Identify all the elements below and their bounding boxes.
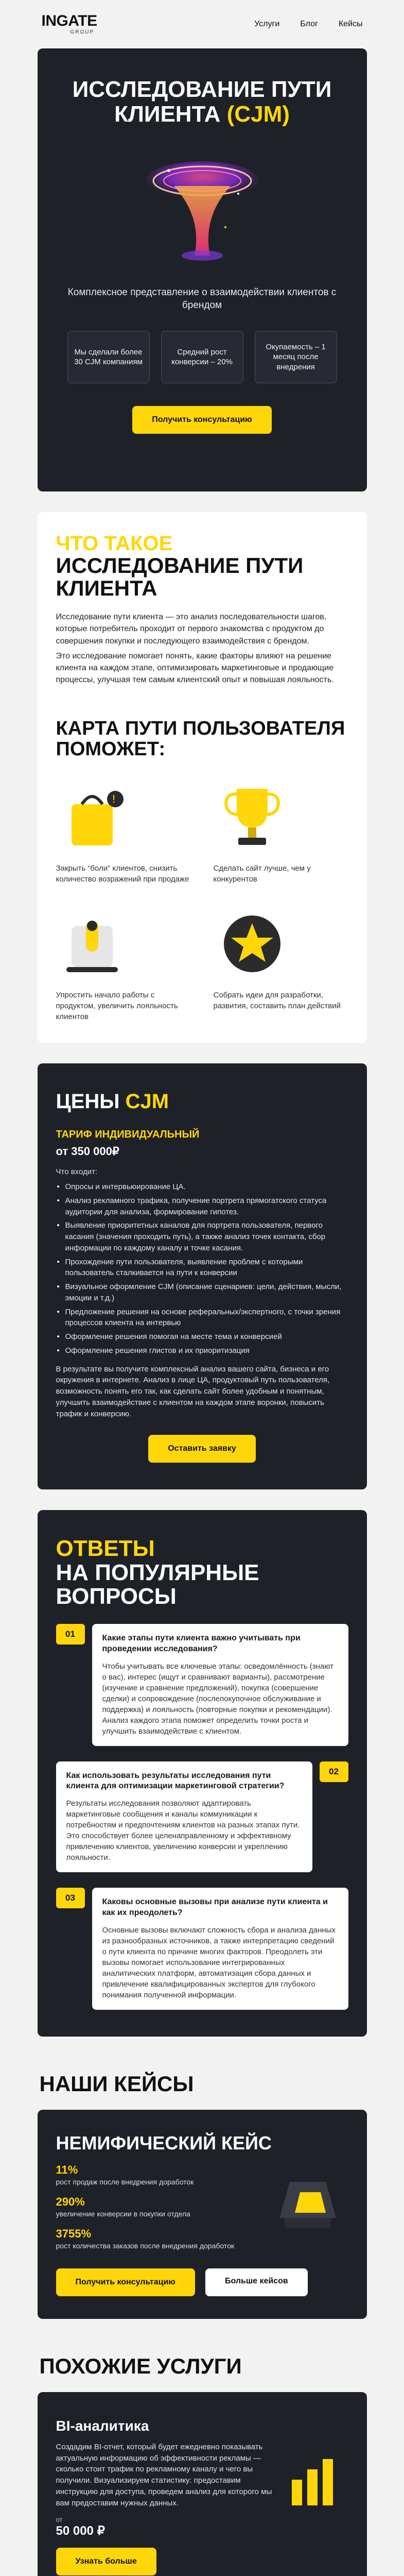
logo-main: INGATE bbox=[41, 12, 97, 29]
faq-answer: Результаты исследования позволяют адаптировать маркетинговые сообщения и каналы коммуникации к потребностям и предпочтениям клиентов на разных этапах пути. Это способствует более целенаправленному и эффективному привлечению клиентов, увеличению конверсии и укреплению лояльности. bbox=[66, 1799, 300, 1862]
plan-feature: • Выявление приоритетных каналов для портрета пользователя, первого касания (значения проходить путь), а также анализ точек контакта, сбор информации по каждому каналу и точке касания. bbox=[56, 1220, 348, 1253]
faq-item bbox=[56, 1761, 348, 1873]
case-illustration bbox=[269, 2166, 346, 2246]
stat-card: Окупаемость – 1 месяц после внедрения bbox=[255, 331, 337, 383]
service-desc: Создадим BI-отчет, который будет ежедневно показывать актуальную информацию об эффективности рекламы — сколько стоит трафик по рекламному каналу и чего вы получили. Визуализируем статистику: предоставим инструкцию для доступа, проведем анализ для которого мы вам предоставим нужных данных. bbox=[56, 2442, 272, 2507]
faq-answer: Основные вызовы включают сложность сбора и анализа данных из разнообразных источников, а также интерпретацию сведений о пути клиента по причине многих факторов. Преодолеть эти вызовы помогает использование интегрированных аналитических платформ, автоматизация сбора данных и привлечение квалифицированных экспертов для глубокого понимания полученной информации. bbox=[102, 1925, 336, 1999]
faq-title-line3: ВОПРОСЫ bbox=[56, 1583, 177, 1609]
case-title: НЕМИФИЧЕСКИЙ КЕЙС bbox=[56, 2132, 272, 2154]
faq-title-line2: НА ПОПУЛЯРНЫЕ bbox=[56, 1560, 259, 1585]
hero-lead: Комплексное представление о взаимодействии клиентов с брендом bbox=[67, 286, 337, 311]
hero-title-line1: ИССЛЕДОВАНИЕ ПУТИ bbox=[72, 77, 332, 102]
hero-card bbox=[38, 48, 367, 492]
faq-number: 03 bbox=[56, 1888, 85, 1908]
nav-cases[interactable]: Кейсы bbox=[338, 20, 363, 28]
metric-label: рост продаж после внедрения доработок bbox=[56, 2177, 194, 2186]
what-is-section bbox=[38, 512, 367, 1043]
metric-value: 11% bbox=[56, 2163, 78, 2176]
logo-sub: GROUP bbox=[70, 29, 95, 35]
map-item-caption: Сделать сайт лучше, чем у конкурентов bbox=[213, 864, 311, 884]
what-title: ИССЛЕДОВАНИЕ ПУТИ КЛИЕНТА bbox=[56, 553, 304, 601]
faq-box bbox=[92, 1888, 348, 2010]
plan-feature: • Визуальное оформление CJM (описание сценариев: цели, действия, мысли, эмоции и т.д.) bbox=[56, 1281, 348, 1304]
plan-feature: • Оформление решения помогая на месте тема и конверсией bbox=[56, 1331, 348, 1343]
faq-number: 02 bbox=[320, 1761, 348, 1782]
plan-feature: • Предложение решения на основе реферальных/экспертного, с точки зрения процессов клиента на интервью bbox=[56, 1307, 348, 1329]
case-card bbox=[38, 2110, 367, 2319]
consultation-button[interactable]: Получить консультацию bbox=[132, 406, 271, 434]
logo[interactable] bbox=[42, 13, 97, 35]
chart-bars-icon bbox=[287, 2449, 348, 2513]
hero-stats bbox=[56, 331, 348, 383]
pricing-title bbox=[56, 1090, 348, 1113]
faq-box bbox=[92, 1624, 348, 1746]
faq-question: Как использовать результаты исследования пути клиента для оптимизации маркетинговой стратегии? bbox=[66, 1771, 285, 1791]
plan-includes-label: Что входит: bbox=[56, 1167, 98, 1177]
hero-vortex-illustration bbox=[138, 145, 267, 274]
similar-title: ПОХОЖИЕ УСЛУГИ bbox=[39, 2353, 242, 2378]
service-item bbox=[56, 2402, 348, 2576]
service-title: BI-аналитика bbox=[56, 2417, 149, 2434]
pricing-title-text: ЦЕНЫ bbox=[56, 1090, 126, 1113]
faq-answer: Чтобы учитывать все ключевые этапы: осведомлённость (знают о вас), интерес (ищут и сравнивают варианты), рассмотрение (изучение и сравнение предложений), покупка (совершение сделки) и сопровождение (послепокупочное обслуживание и поддержка) и лояльность (повторные покупки и рекомендации). Анализ каждого этапа поможет определить точки роста и улучшить взаимодействие с клиентом. bbox=[102, 1662, 334, 1736]
metric-label: увеличение конверсии в покупки отдела bbox=[56, 2209, 190, 2218]
what-paragraph-1: Исследование пути клиента — это анализ последовательности шагов, которые потребитель проходит от первого знакомства с продуктом до совершения покупки и последующего взаимодействия с брендом. bbox=[56, 613, 327, 646]
map-item-caption: Собрать идеи для разработки, развития, составить план действий bbox=[213, 991, 341, 1011]
plan-feature: • Оформление решения глистов и их приоритизация bbox=[56, 1345, 348, 1357]
hero-title bbox=[56, 77, 348, 127]
faq-question: Какие этапы пути клиента важно учитывать при проведении исследования? bbox=[102, 1633, 301, 1653]
faq-item bbox=[56, 1888, 348, 2010]
cases-title: НАШИ КЕЙСЫ bbox=[39, 2071, 194, 2096]
nav-services[interactable]: Услуги bbox=[254, 20, 280, 28]
metric-value: 290% bbox=[56, 2195, 85, 2208]
plan-note: В результате вы получите комплексный анализ вашего сайта, бизнеса и его окружения в интернете. Анализ в лице ЦА, продуктовый путь пользователя, возможность понять его так, как сделать сайт более удобным и понятным, улучшить взаимодействие с клиентом на каждом этапе воронки, повысить трафик и конверсию. bbox=[56, 1364, 330, 1418]
faq-card bbox=[38, 1510, 367, 2036]
hero-title-hl: (CJM) bbox=[226, 101, 290, 127]
plan-feature: • Опросы и интервьюирование ЦА. bbox=[56, 1181, 348, 1193]
pricing-title-hl: CJM bbox=[125, 1090, 169, 1113]
plan-feature: • Прохождение пути пользователя, выявление проблем с которыми пользователь сталкивается на пути к конверсии bbox=[56, 1257, 348, 1279]
case-consultation-button[interactable]: Получить консультацию bbox=[56, 2268, 195, 2296]
faq-title bbox=[56, 1537, 348, 1608]
plan-price: от 350 000₽ bbox=[56, 1145, 119, 1158]
what-paragraph-2: Это исследование помогает понять, какие факторы влияют на решение клиента на каждом этапе, оптимизировать маркетинговые и продающие процессы, улучшая тем самым клиентский опыт и повышая лояльность. bbox=[56, 651, 334, 685]
map-item bbox=[56, 905, 191, 1022]
star-icon bbox=[214, 905, 291, 982]
header bbox=[38, 0, 367, 48]
similar-card bbox=[38, 2392, 367, 2576]
service-price-label: от bbox=[56, 2516, 63, 2524]
stat-card: Средний рост конверсии – 20% bbox=[161, 331, 243, 383]
map-grid bbox=[56, 778, 348, 1022]
svg-text:!: ! bbox=[111, 793, 116, 806]
map-item bbox=[214, 905, 348, 1022]
faq-box bbox=[56, 1761, 312, 1873]
metric-value: 3755% bbox=[56, 2227, 92, 2240]
leave-request-button[interactable]: Оставить заявку bbox=[148, 1435, 256, 1463]
plan-name: ТАРИФ ИНДИВИДУАЛЬНЫЙ bbox=[56, 1129, 200, 1141]
plan-feature: • Анализ рекламного трафика, получение портрета прямогатского статуса аудитории для анализа, формирование гипотез. bbox=[56, 1195, 348, 1218]
switch-icon bbox=[56, 905, 133, 982]
pricing-card bbox=[38, 1063, 367, 1489]
top-nav bbox=[254, 20, 362, 29]
faq-item bbox=[56, 1624, 348, 1746]
faq-question: Каковы основные вызовы при анализе пути клиента и как их преодолеть? bbox=[102, 1897, 328, 1917]
map-item bbox=[56, 778, 191, 885]
map-title: КАРТА ПУТИ ПОЛЬЗОВАТЕЛЯ ПОМОЖЕТ: bbox=[56, 718, 345, 760]
metric-label: рост количества заказов после внедрения доработок bbox=[56, 2241, 235, 2250]
what-eyebrow: ЧТО ТАКОЕ bbox=[56, 532, 173, 555]
trophy-icon bbox=[214, 778, 291, 856]
hero-title-line2: КЛИЕНТА bbox=[114, 101, 227, 127]
more-cases-button[interactable]: Больше кейсов bbox=[205, 2268, 308, 2296]
map-item-caption: Упростить начало работы с продуктом, увеличить лояльность клиентов bbox=[56, 991, 178, 1022]
plan-feature-list bbox=[56, 1181, 348, 1357]
map-item bbox=[214, 778, 348, 885]
bag-icon bbox=[56, 778, 133, 856]
map-item-caption: Закрыть “боли” клиентов, снизить количество возражений при продаже bbox=[56, 864, 189, 884]
nav-blog[interactable]: Блог bbox=[300, 20, 318, 28]
service-more-button[interactable]: Узнать больше bbox=[56, 2548, 156, 2575]
email-container bbox=[38, 0, 367, 2576]
faq-title-line1: ОТВЕТЫ bbox=[56, 1536, 155, 1562]
service-price: 50 000 ₽ bbox=[56, 2524, 105, 2538]
stat-card: Мы сделали более 30 CJM компаниям bbox=[67, 331, 150, 383]
faq-number: 01 bbox=[56, 1624, 85, 1645]
